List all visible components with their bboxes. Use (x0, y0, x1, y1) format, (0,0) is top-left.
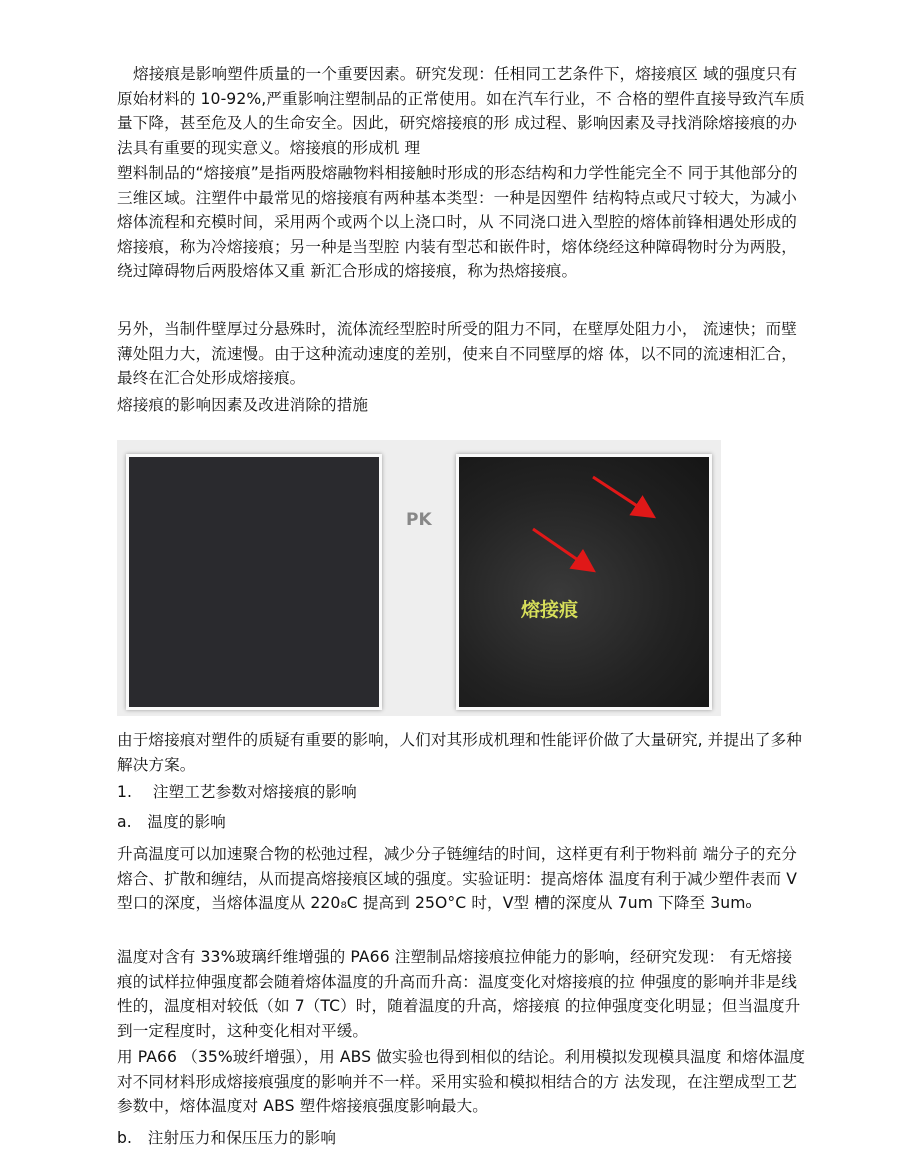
sample-without-weld-line-image (126, 454, 382, 710)
section-heading-process-params: 1. 注塑工艺参数对熔接痕的影响 (117, 783, 357, 801)
red-arrows-icon (459, 457, 709, 707)
sample-with-weld-line-image (456, 454, 712, 710)
weld-line-label: 熔接痕 (521, 599, 579, 621)
wall-thickness-paragraph: 另外，当制件壁厚过分悬殊时，流体流经型腔时所受的阻力不同，在壁厚处阻力小， 流速快；而壁薄处阻力大，流速慢。由于这种流动速度的差别，使来自不同壁厚的熔 体，以不同的流速相汇合，最终在汇合处形成熔接痕。 (117, 320, 797, 388)
comparison-figure (117, 440, 721, 716)
research-paragraph: 由于熔接痕对塑件的质疑有重要的影响，人们对其形成机理和性能评价做了大量研究, 并提出了多种解决方案。 (117, 731, 802, 774)
subsection-heading-pressure: b. 注射压力和保压压力的影响 (117, 1129, 337, 1147)
section-heading-factors: 熔接痕的影响因素及改进消除的措施 (117, 396, 369, 414)
pa66-paragraph: 温度对含有 33%玻璃纤维增强的 PA66 注塑制品熔接痕拉伸能力的影响，经研究发现： 有无熔接痕的试样拉伸强度都会随着熔体温度的升高而升高：温度变化对熔接痕的拉 伸强度的影响并非是线性的，温度相对较低（如 7（TC）时，随着温度的升高，熔接痕 的拉伸强度变化明显；但当温度升到一定程度时，这种变化相对平缓。 (117, 948, 801, 1040)
abs-paragraph: 用 PA66 （35%玻纤增强），用 ABS 做实验也得到相似的结论。利用模拟发现模具温度 和熔体温度对不同材料形成熔接痕强度的影响并不一样。采用实验和模拟相结合的方 法发现，在注塑成型工艺参数中，熔体温度对 ABS 塑件熔接痕强度影响最大。 (117, 1048, 806, 1116)
mechanism-paragraph: 塑料制品的“熔接痕”是指两股熔融物料相接触时形成的形态结构和力学性能完全不 同于其他部分的三维区域。注塑件中最常见的熔接痕有两种基本类型：一种是因塑件 结构特点或尺寸较大，为减小熔体流程和充模时间，采用两个或两个以上浇口时，从 不同浇口进入型腔的熔体前锋相遇处形成的熔接痕，称为冷熔接痕；另一种是当型腔 内装有型芯和嵌件时，熔体绕经这种障碍物时分为两股，绕过障碍物后两股熔体又重 新汇合形成的熔接痕，称为热熔接痕。 (117, 164, 798, 281)
intro-paragraph: 熔接痕是影响塑件质量的一个重要因素。研究发现：任相同工艺条件下，熔接痕区 域的强度只有原始材料的 10-92%,严重影响注塑制品的正常使用。如在汽车行业，不 合格的塑件直接导致汽车质量下降，甚至危及人的生命安全。因此，研究熔接痕的形 成过程、影响因素及寻找消除熔接痕的办法具有重要的现实意义。熔接痕的形成机 理 (117, 65, 805, 157)
temperature-paragraph: 升高温度可以加速聚合物的松弛过程，减少分子链缠结的时间，这样更有利于物料前 端分子的充分熔合、扩散和缠结，从而提高熔接痕区域的强度。实验证明：提高熔体 温度有利于减少塑件表而 V 型口的深度，当熔体温度从 220₈C 提高到 25O°C 时，V型 槽的深度从 7um 下降至 3umₒ (117, 845, 798, 913)
pk-label: PK (406, 510, 432, 530)
subsection-heading-temperature: a. 温度的影响 (117, 813, 226, 831)
